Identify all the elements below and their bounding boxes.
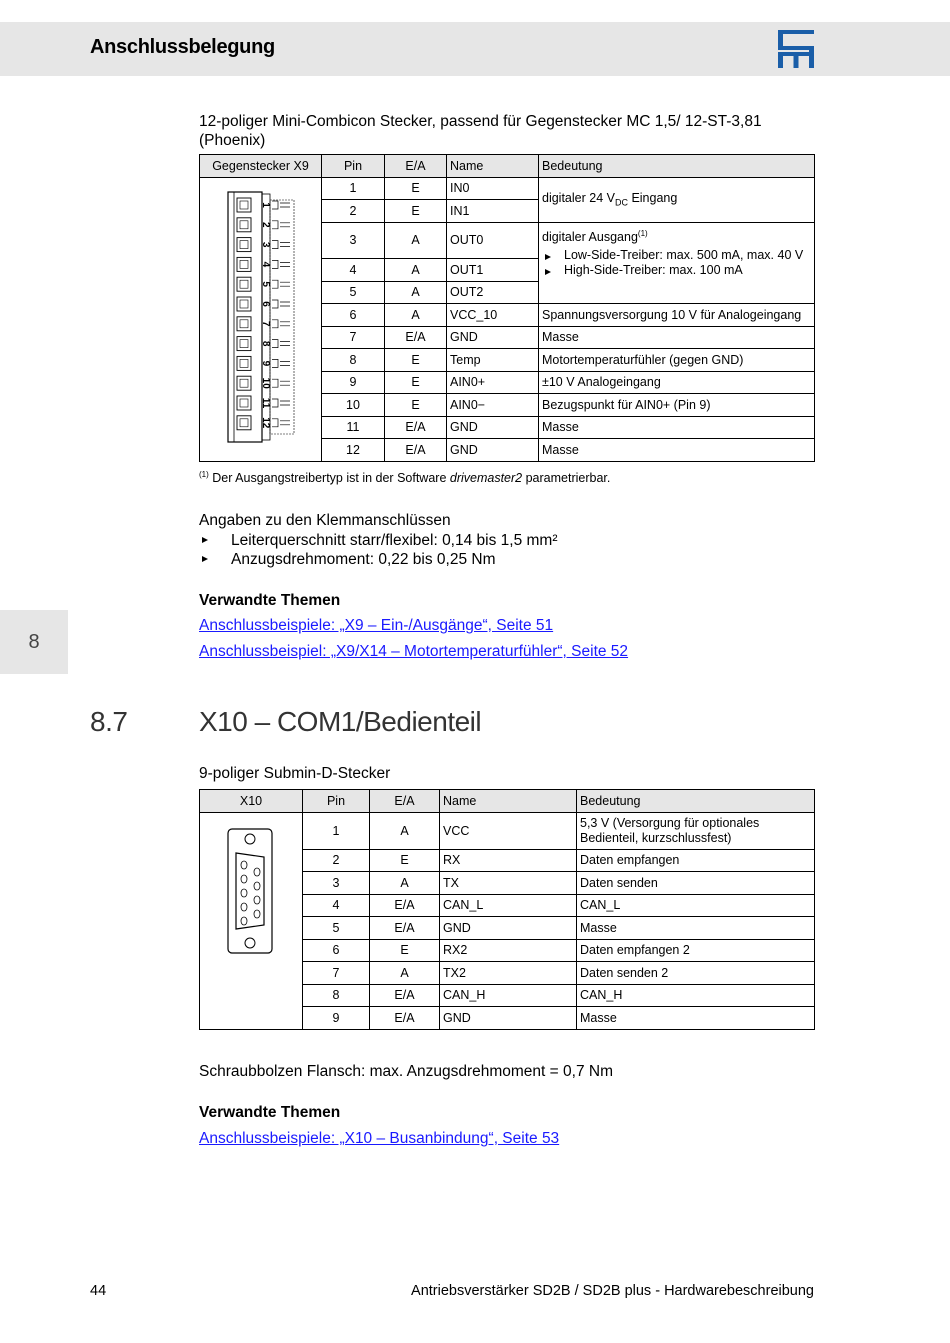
col-header-ea: E/A bbox=[385, 155, 447, 178]
footnote-ref: (1) bbox=[637, 228, 648, 238]
pin-cell: 9 bbox=[303, 1007, 370, 1030]
x9-pin-socket bbox=[237, 316, 251, 330]
meaning-subscript: DC bbox=[614, 197, 628, 208]
meaning-cell: Spannungsversorgung 10 V für Analogeingang bbox=[539, 304, 815, 327]
x9-pin-number: 2 bbox=[260, 221, 271, 228]
meaning-cell: Daten empfangen 2 bbox=[577, 939, 815, 962]
x9-pin-screw bbox=[272, 418, 290, 426]
name-cell: VCC_10 bbox=[447, 304, 539, 327]
ea-cell: A bbox=[385, 222, 447, 259]
meaning-text: digitaler 24 V bbox=[542, 191, 615, 206]
related-topics-title: Verwandte Themen bbox=[199, 592, 341, 609]
name-cell: OUT1 bbox=[447, 259, 539, 282]
x9-pin-socket bbox=[237, 415, 251, 429]
name-cell: Temp bbox=[447, 349, 539, 372]
pin-cell: 2 bbox=[303, 849, 370, 872]
ea-cell: A bbox=[370, 812, 440, 849]
pin-cell: 8 bbox=[322, 349, 385, 372]
x9-pin-screw bbox=[272, 319, 290, 327]
x9-pin-contact bbox=[240, 201, 248, 209]
table-header-row bbox=[200, 790, 815, 813]
pin-cell: 4 bbox=[303, 894, 370, 917]
x9-pin-socket bbox=[237, 257, 251, 271]
name-cell: IN0 bbox=[447, 177, 539, 200]
x10-connector-drawing bbox=[200, 813, 300, 963]
meaning-digital-output bbox=[539, 222, 815, 304]
x9-pin-number: 5 bbox=[260, 280, 271, 287]
ea-cell: A bbox=[370, 962, 440, 985]
ea-cell: E/A bbox=[385, 326, 447, 349]
meaning-cell: Masse bbox=[577, 1007, 815, 1030]
meaning-cell: Masse bbox=[539, 416, 815, 439]
x9-pin-socket bbox=[237, 237, 251, 251]
pin-cell: 5 bbox=[322, 281, 385, 304]
terminal-spec-item: Leiterquerschnitt starr/flexibel: 0,14 bis 1,5 mm² bbox=[199, 531, 558, 551]
ea-cell: A bbox=[385, 281, 447, 304]
x9-pin-number: 8 bbox=[260, 340, 271, 346]
name-cell: CAN_L bbox=[440, 894, 577, 917]
x9-footnote bbox=[199, 470, 610, 485]
name-cell: AIN0+ bbox=[447, 371, 539, 394]
pin-cell: 7 bbox=[303, 962, 370, 985]
x9-pin-contact bbox=[240, 240, 248, 248]
footnote-text: parametrierbar. bbox=[522, 471, 611, 486]
x10-pin-contact bbox=[241, 903, 247, 911]
meaning-cell: 5,3 V (Versorgung für optionales Bedienteil, kurzschlussfest) bbox=[577, 812, 815, 849]
name-cell: IN1 bbox=[447, 200, 539, 223]
name-cell: GND bbox=[447, 416, 539, 439]
flange-torque-note: Schraubbolzen Flansch: max. Anzugsdrehmoment = 0,7 Nm bbox=[199, 1063, 613, 1080]
x10-pin-contact bbox=[241, 917, 247, 925]
x10-pin-contact bbox=[241, 861, 247, 869]
ea-cell: E bbox=[385, 200, 447, 223]
related-link-x10-bus[interactable]: Anschlussbeispiele: „X10 – Busanbindung“, Seite 53 bbox=[199, 1130, 560, 1147]
x9-pin-contact bbox=[240, 220, 248, 228]
col-header-pin: Pin bbox=[303, 790, 370, 813]
company-logo bbox=[778, 30, 814, 68]
x9-pin-number: 6 bbox=[260, 300, 271, 307]
pin-cell: 2 bbox=[322, 200, 385, 223]
pin-cell: 1 bbox=[322, 177, 385, 200]
related-link-x9-io[interactable]: Anschlussbeispiele: „X9 – Ein-/Ausgänge“, Seite 51 bbox=[199, 617, 554, 634]
ea-cell: E/A bbox=[385, 416, 447, 439]
x9-pin-screw bbox=[272, 379, 290, 387]
x9-connector-drawing bbox=[200, 178, 320, 458]
col-header-pin: Pin bbox=[322, 155, 385, 178]
ea-cell: E/A bbox=[370, 894, 440, 917]
footnote-software-name: drivemaster2 bbox=[449, 471, 523, 486]
pin-cell: 8 bbox=[303, 984, 370, 1007]
ea-cell: E/A bbox=[385, 439, 447, 462]
x9-pin-table bbox=[199, 154, 815, 462]
x9-pin-socket bbox=[237, 297, 251, 311]
meaning-text: digitaler Ausgang bbox=[542, 229, 638, 244]
x9-pin-number: 7 bbox=[260, 320, 271, 327]
name-cell: GND bbox=[440, 1007, 577, 1030]
x9-pin-screw bbox=[272, 359, 290, 367]
pin-cell: 1 bbox=[303, 812, 370, 849]
col-header-meaning: Bedeutung bbox=[539, 155, 815, 178]
col-header-connector: Gegenstecker X9 bbox=[200, 155, 322, 178]
ea-cell: E/A bbox=[370, 1007, 440, 1030]
x9-pin-number: 4 bbox=[260, 261, 271, 267]
chapter-tab: 8 bbox=[0, 610, 68, 674]
meaning-cell: Daten senden 2 bbox=[577, 962, 815, 985]
meaning-bullet: High-Side-Treiber: max. 100 mA bbox=[542, 263, 811, 278]
x10-pin-contact bbox=[241, 889, 247, 897]
name-cell: TX2 bbox=[440, 962, 577, 985]
page-number: 44 bbox=[90, 1283, 107, 1299]
x9-pin-contact bbox=[240, 379, 248, 387]
ea-cell: E bbox=[385, 371, 447, 394]
x9-connector-cell bbox=[200, 177, 322, 461]
x9-pin-screw bbox=[272, 399, 290, 407]
meaning-text: Eingang bbox=[627, 191, 678, 206]
meaning-cell: Masse bbox=[577, 917, 815, 940]
x9-intro: 12-poliger Mini-Combicon Stecker, passend für Gegenstecker MC 1,5/ 12-ST-3,81 (Phoenix) bbox=[199, 113, 762, 149]
x9-pin-socket bbox=[237, 396, 251, 410]
x9-pin-socket bbox=[237, 356, 251, 370]
ea-cell: E bbox=[385, 177, 447, 200]
ea-cell: E/A bbox=[370, 984, 440, 1007]
ea-cell: E/A bbox=[370, 917, 440, 940]
section-number: 8.7 bbox=[90, 706, 128, 737]
x9-pin-number: 1 bbox=[260, 201, 271, 208]
x9-pin-contact bbox=[240, 319, 248, 327]
ea-cell: E bbox=[370, 939, 440, 962]
meaning-cell: Bezugspunkt für AIN0+ (Pin 9) bbox=[539, 394, 815, 417]
name-cell: TX bbox=[440, 872, 577, 895]
name-cell: GND bbox=[447, 326, 539, 349]
name-cell: RX2 bbox=[440, 939, 577, 962]
meaning-cell: Daten empfangen bbox=[577, 849, 815, 872]
meaning-bullet: Low-Side-Treiber: max. 500 mA, max. 40 V bbox=[542, 248, 811, 263]
col-header-name: Name bbox=[440, 790, 577, 813]
x9-pin-contact bbox=[240, 280, 248, 288]
x9-pin-socket bbox=[237, 376, 251, 390]
pin-cell: 5 bbox=[303, 917, 370, 940]
x9-pin-number: 3 bbox=[260, 241, 271, 247]
name-cell: OUT0 bbox=[447, 222, 539, 259]
pin-cell: 11 bbox=[322, 416, 385, 439]
x9-pin-screw bbox=[272, 339, 290, 347]
x10-pin-contact bbox=[254, 896, 260, 904]
meaning-cell: Motortemperaturfühler (gegen GND) bbox=[539, 349, 815, 372]
x9-pin-screw bbox=[272, 260, 290, 268]
x9-pin-screw bbox=[272, 240, 290, 248]
x9-pin-screw bbox=[272, 300, 290, 308]
x9-pin-contact bbox=[240, 339, 248, 347]
x9-pin-screw bbox=[272, 220, 290, 228]
x9-pin-socket bbox=[237, 277, 251, 291]
x9-pin-number: 10 bbox=[260, 377, 271, 389]
pin-cell: 12 bbox=[322, 439, 385, 462]
ea-cell: A bbox=[385, 259, 447, 282]
meaning-cell: Masse bbox=[539, 439, 815, 462]
ea-cell: A bbox=[385, 304, 447, 327]
pin-cell: 6 bbox=[303, 939, 370, 962]
table-row bbox=[200, 812, 815, 849]
related-link-x9-x14-temp[interactable]: Anschlussbeispiel: „X9/X14 – Motortemperaturfühler“, Seite 52 bbox=[199, 643, 629, 660]
name-cell: CAN_H bbox=[440, 984, 577, 1007]
related-topics-title: Verwandte Themen bbox=[199, 1104, 341, 1121]
name-cell: AIN0− bbox=[447, 394, 539, 417]
meaning-cell: Daten senden bbox=[577, 872, 815, 895]
x9-pin-number: 11 bbox=[260, 397, 271, 408]
x10-connector-cell bbox=[200, 812, 303, 1029]
name-cell: RX bbox=[440, 849, 577, 872]
table-header-row bbox=[200, 155, 815, 178]
x9-pin-screw bbox=[272, 280, 290, 288]
section-title: X10 – COM1/Bedienteil bbox=[199, 706, 482, 737]
pin-cell: 4 bbox=[322, 259, 385, 282]
footnote-text: Der Ausgangstreibertyp ist in der Software bbox=[208, 471, 450, 486]
x10-pin-contact bbox=[254, 910, 260, 918]
x9-pin-contact bbox=[240, 359, 248, 367]
x9-pin-socket bbox=[237, 217, 251, 231]
x10-pin-table bbox=[199, 789, 815, 1030]
x9-pin-socket bbox=[237, 336, 251, 350]
footnote-mark: (1) bbox=[199, 470, 209, 479]
x9-pin-number: 12 bbox=[260, 416, 271, 428]
ea-cell: A bbox=[370, 872, 440, 895]
meaning-cell: CAN_L bbox=[577, 894, 815, 917]
name-cell: GND bbox=[447, 439, 539, 462]
x9-pin-contact bbox=[240, 300, 248, 308]
meaning-cell: CAN_H bbox=[577, 984, 815, 1007]
col-header-connector: X10 bbox=[200, 790, 303, 813]
x9-pin-screw bbox=[272, 201, 290, 209]
document-title: Antriebsverstärker SD2B / SD2B plus - Hardwarebeschreibung bbox=[411, 1283, 814, 1299]
x9-pin-contact bbox=[240, 418, 248, 426]
terminal-specs-title: Angaben zu den Klemmanschlüssen bbox=[199, 512, 451, 529]
name-cell: OUT2 bbox=[447, 281, 539, 304]
x9-pin-number: 9 bbox=[260, 360, 271, 366]
name-cell: VCC bbox=[440, 812, 577, 849]
x9-pin-contact bbox=[240, 260, 248, 268]
x10-pin-contact bbox=[241, 875, 247, 883]
x9-pin-socket bbox=[237, 198, 251, 212]
x10-pin-contact bbox=[254, 882, 260, 890]
ea-cell: E bbox=[370, 849, 440, 872]
pin-cell: 9 bbox=[322, 371, 385, 394]
col-header-name: Name bbox=[447, 155, 539, 178]
x10-pin-contact bbox=[254, 868, 260, 876]
pin-cell: 3 bbox=[322, 222, 385, 259]
meaning-digital-input bbox=[539, 177, 815, 222]
pin-cell: 6 bbox=[322, 304, 385, 327]
x9-pin-contact bbox=[240, 399, 248, 407]
pin-cell: 3 bbox=[303, 872, 370, 895]
ea-cell: E bbox=[385, 394, 447, 417]
ea-cell: E bbox=[385, 349, 447, 372]
meaning-cell: Masse bbox=[539, 326, 815, 349]
meaning-cell: ±10 V Analogeingang bbox=[539, 371, 815, 394]
pin-cell: 10 bbox=[322, 394, 385, 417]
col-header-meaning: Bedeutung bbox=[577, 790, 815, 813]
page-header-title: Anschlussbelegung bbox=[90, 36, 275, 58]
col-header-ea: E/A bbox=[370, 790, 440, 813]
pin-cell: 7 bbox=[322, 326, 385, 349]
table-row bbox=[200, 177, 815, 200]
terminal-spec-item: Anzugsdrehmoment: 0,22 bis 0,25 Nm bbox=[199, 550, 558, 570]
name-cell: GND bbox=[440, 917, 577, 940]
x10-intro: 9-poliger Submin-D-Stecker bbox=[199, 765, 391, 782]
terminal-specs bbox=[199, 511, 558, 570]
